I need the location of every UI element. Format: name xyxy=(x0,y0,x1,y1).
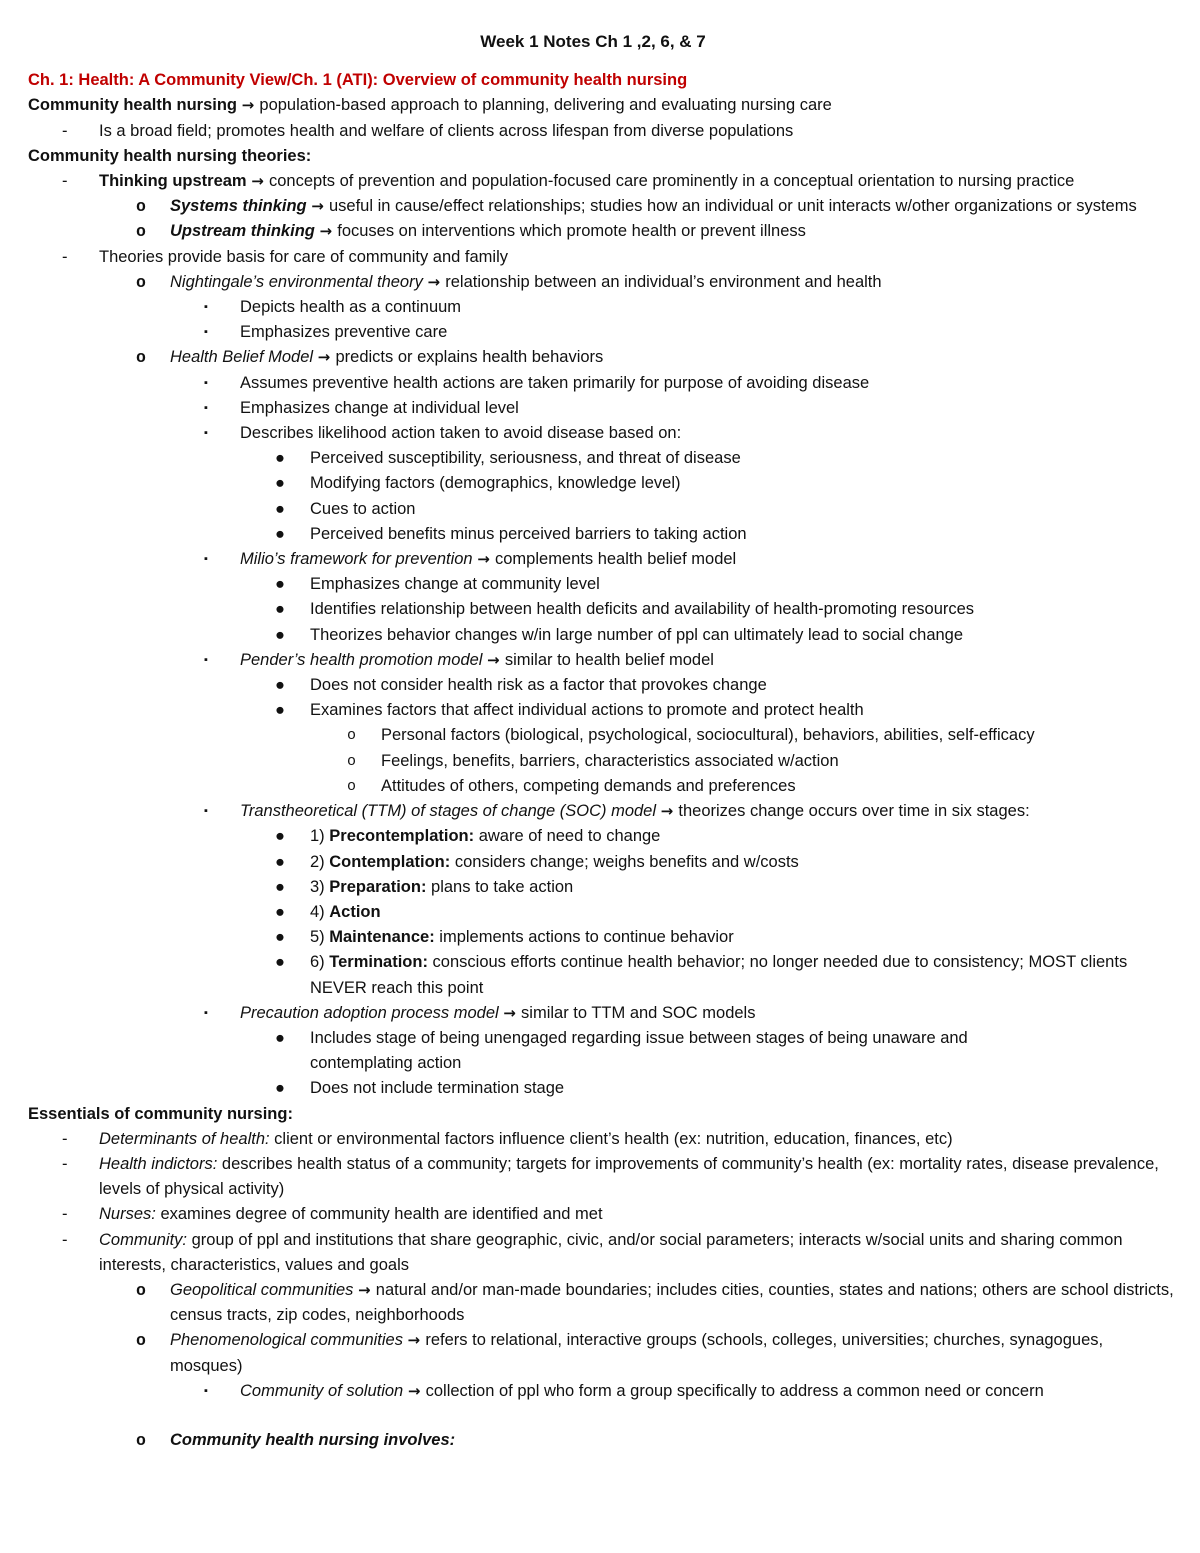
item-term: Termination: xyxy=(329,953,428,972)
round-bullet: ● xyxy=(275,676,285,695)
o-bullet: o xyxy=(136,1430,146,1450)
round-bullet: ● xyxy=(275,474,285,493)
item-term: Feelings, benefits, barriers, characteristics associated w/action xyxy=(381,751,839,770)
item-number: 5) xyxy=(310,928,330,947)
item-term: Does not include termination stage xyxy=(310,1079,565,1098)
item-number: 4) xyxy=(310,902,330,921)
square-bullet: ▪ xyxy=(204,401,208,414)
item-description: focuses on interventions which promote health or prevent illness xyxy=(337,222,806,241)
item-description: natural and/or man-made boundaries; includes cities, counties, states and nations; others are school districts, census tracts, zip codes, neighborhoods xyxy=(170,1280,1174,1325)
outline-item xyxy=(28,169,1178,194)
item-term: Milio’s framework for prevention xyxy=(240,550,478,569)
item-term: Community of solution xyxy=(240,1381,408,1400)
circle-bullet: o xyxy=(347,727,357,745)
round-bullet: ● xyxy=(275,928,285,947)
item-description: similar to health belief model xyxy=(504,650,714,669)
outline-item xyxy=(28,572,1178,597)
o-bullet: o xyxy=(136,1280,146,1300)
right-arrow-icon: → xyxy=(660,802,679,821)
item-term: Health indictors: xyxy=(99,1154,218,1173)
right-arrow-icon: → xyxy=(319,222,338,241)
item-description: concepts of prevention and population-focused care prominently in a conceptual orientation to nursing practice xyxy=(268,172,1075,191)
outline-item xyxy=(28,623,1178,648)
right-arrow-icon: → xyxy=(251,172,269,191)
outline-item xyxy=(28,1152,1178,1202)
outline-item xyxy=(28,950,1178,1000)
outline-item xyxy=(28,547,1178,572)
item-term: Examines factors that affect individual actions to promote and protect health xyxy=(310,701,864,720)
item-number: 1) xyxy=(310,827,330,846)
outline-item xyxy=(28,1278,1178,1328)
dash-bullet: - xyxy=(62,1154,68,1173)
item-number: 2) xyxy=(310,852,330,871)
item-term: Modifying factors (demographics, knowledge level) xyxy=(310,474,681,493)
round-bullet: ● xyxy=(275,852,285,871)
item-term: Health Belief Model xyxy=(170,348,318,367)
dash-bullet: - xyxy=(62,121,68,140)
outline-item xyxy=(28,119,1178,144)
outline-item xyxy=(28,749,1178,774)
item-term: Is a broad field; promotes health and welfare of clients across lifespan from diverse populations xyxy=(99,121,794,140)
right-arrow-icon: → xyxy=(241,96,260,115)
item-description: group of ppl and institutions that share geographic, civic, and/or social parameters; interacts w/social units and sharing common interests, characteristics, values and goals xyxy=(99,1230,1123,1274)
o-bullet: o xyxy=(136,222,146,242)
dash-bullet: - xyxy=(62,1230,68,1249)
circle-bullet: o xyxy=(347,777,357,795)
item-term: Community health nursing theories: xyxy=(28,146,312,165)
right-arrow-icon: → xyxy=(427,272,446,291)
item-description: plans to take action xyxy=(426,877,574,896)
square-bullet: ▪ xyxy=(204,427,208,440)
notes-outline xyxy=(28,93,1178,1453)
item-term: Community: xyxy=(99,1230,188,1249)
item-term: Perceived susceptibility, seriousness, and threat of disease xyxy=(310,449,741,468)
item-term: Pender’s health promotion model xyxy=(240,650,488,669)
item-term: Describes likelihood action taken to avoid disease based on: xyxy=(240,424,682,443)
round-bullet: ● xyxy=(275,877,285,896)
item-term: Depicts health as a continuum xyxy=(240,298,462,317)
round-bullet: ● xyxy=(275,902,285,921)
item-description: theorizes change occurs over time in six stages: xyxy=(678,802,1030,821)
outline-item xyxy=(28,194,1178,219)
square-bullet: ▪ xyxy=(204,553,208,566)
item-term: Determinants of health: xyxy=(99,1129,270,1148)
item-description: aware of need to change xyxy=(474,827,661,846)
section-heading xyxy=(28,93,1178,118)
outline-item xyxy=(28,1202,1178,1227)
dash-bullet: - xyxy=(62,247,68,266)
item-description: useful in cause/effect relationships; studies how an individual or unit interacts w/other organizations or systems xyxy=(329,197,1137,216)
outline-item xyxy=(28,824,1178,849)
square-bullet: ▪ xyxy=(204,326,208,339)
item-description: population-based approach to planning, delivering and evaluating nursing care xyxy=(259,96,832,115)
round-bullet: ● xyxy=(275,524,285,543)
item-term: Preparation: xyxy=(329,877,427,896)
item-term: Cues to action xyxy=(310,499,416,518)
outline-item xyxy=(28,471,1178,496)
item-term: Geopolitical communities xyxy=(170,1280,358,1299)
item-term: Contemplation: xyxy=(329,852,451,871)
dash-bullet: - xyxy=(62,1129,68,1148)
round-bullet: ● xyxy=(275,701,285,720)
item-term: Attitudes of others, competing demands and preferences xyxy=(381,776,796,795)
outline-item xyxy=(28,295,1178,320)
outline-item xyxy=(28,698,1178,723)
right-arrow-icon: → xyxy=(407,1331,426,1350)
outline-item xyxy=(28,875,1178,900)
outline-item xyxy=(28,446,1178,471)
round-bullet: ● xyxy=(275,1028,285,1047)
round-bullet: ● xyxy=(275,600,285,619)
item-description: refers to relational, interactive groups (schools, colleges, universities; churches, synagogues, mosques) xyxy=(170,1331,1104,1375)
outline-item xyxy=(28,799,1178,824)
outline-item xyxy=(28,1076,1178,1101)
item-description: implements actions to continue behavior xyxy=(434,928,734,947)
item-term: Essentials of community nursing: xyxy=(28,1104,293,1123)
outline-item xyxy=(28,1026,1070,1076)
outline-item xyxy=(28,421,1178,446)
dash-bullet: - xyxy=(62,172,68,191)
right-arrow-icon: → xyxy=(487,650,505,669)
item-term: Assumes preventive health actions are taken primarily for purpose of avoiding disease xyxy=(240,373,870,392)
item-description: examines degree of community health are identified and met xyxy=(155,1205,603,1224)
round-bullet: ● xyxy=(275,449,285,468)
item-term: Transtheoretical (TTM) of stages of change (SOC) model xyxy=(240,802,661,821)
item-term: Nightingale’s environmental theory xyxy=(170,272,428,291)
round-bullet: ● xyxy=(275,575,285,594)
right-arrow-icon: → xyxy=(317,348,336,367)
outline-item xyxy=(28,925,1178,950)
page-title: Week 1 Notes Ch 1 ,2, 6, & 7 xyxy=(480,32,706,51)
item-term: Thinking upstream xyxy=(99,172,252,191)
outline-item xyxy=(28,270,1178,295)
outline-item xyxy=(28,1428,1178,1453)
item-description: predicts or explains health behaviors xyxy=(335,348,604,367)
round-bullet: ● xyxy=(275,953,285,972)
item-term: Emphasizes change at community level xyxy=(310,575,600,594)
item-description: conscious efforts continue health behavior; no longer needed due to consistency; MOST clients NEVER reach this point xyxy=(310,953,1128,997)
item-term: Precontemplation: xyxy=(329,827,475,846)
round-bullet: ● xyxy=(275,827,285,846)
square-bullet: ▪ xyxy=(204,805,208,818)
item-description: relationship between an individual’s environment and health xyxy=(445,272,882,291)
item-number: 6) xyxy=(310,953,330,972)
outline-item xyxy=(28,1328,1178,1378)
outline-item xyxy=(28,648,1178,673)
item-term: Nurses: xyxy=(99,1205,156,1224)
outline-item xyxy=(28,900,1178,925)
blank-line xyxy=(28,1404,1178,1428)
item-term: Identifies relationship between health deficits and availability of health-promoting resources xyxy=(310,600,975,619)
item-term: Systems thinking xyxy=(170,197,312,216)
right-arrow-icon: → xyxy=(407,1381,426,1400)
outline-item xyxy=(28,522,1178,547)
outline-item xyxy=(28,1001,1178,1026)
round-bullet: ● xyxy=(275,625,285,644)
circle-bullet: o xyxy=(347,752,357,770)
square-bullet: ▪ xyxy=(204,1006,208,1019)
item-description: describes health status of a community; targets for improvements of community’s health (ex: mortality rates, disease prevalence, levels of physical activity) xyxy=(99,1154,1159,1199)
square-bullet: ▪ xyxy=(204,1384,208,1397)
o-bullet: o xyxy=(136,197,146,217)
outline-item xyxy=(28,245,1178,270)
item-term: Theorizes behavior changes w/in large number of ppl can ultimately lead to social change xyxy=(310,625,964,644)
item-term: Phenomenological communities xyxy=(170,1331,408,1350)
item-term: Community health nursing involves: xyxy=(170,1430,456,1449)
square-bullet: ▪ xyxy=(204,653,208,666)
outline-item xyxy=(28,371,1178,396)
item-term: Includes stage of being unengaged regarding issue between stages of being unaware and contemplating action xyxy=(310,1028,968,1073)
outline-item xyxy=(28,723,1178,748)
outline-item xyxy=(28,1127,1178,1152)
outline-item xyxy=(28,320,1178,345)
item-description: complements health belief model xyxy=(495,550,737,569)
outline-item xyxy=(28,597,1178,622)
item-description: similar to TTM and SOC models xyxy=(521,1003,756,1022)
round-bullet: ● xyxy=(275,1079,285,1098)
item-term: Maintenance: xyxy=(329,928,435,947)
outline-item xyxy=(28,850,1178,875)
item-term: Precaution adoption process model xyxy=(240,1003,504,1022)
item-term: Community health nursing xyxy=(28,96,242,115)
square-bullet: ▪ xyxy=(204,376,208,389)
outline-item xyxy=(28,497,1178,522)
item-term: Emphasizes change at individual level xyxy=(240,398,519,417)
item-term: Does not consider health risk as a factor that provokes change xyxy=(310,676,767,695)
right-arrow-icon: → xyxy=(311,197,329,216)
section-heading xyxy=(28,144,1178,169)
item-description: considers change; weighs benefits and w/costs xyxy=(450,852,799,871)
o-bullet: o xyxy=(136,348,146,368)
square-bullet: ▪ xyxy=(204,301,208,314)
outline-item xyxy=(28,345,1178,370)
dash-bullet: - xyxy=(62,1205,68,1224)
chapter-heading: Ch. 1: Health: A Community View/Ch. 1 (ATI): Overview of community health nursing xyxy=(28,71,688,90)
outline-item xyxy=(28,396,1178,421)
round-bullet: ● xyxy=(275,499,285,518)
o-bullet: o xyxy=(136,272,146,292)
item-term: Emphasizes preventive care xyxy=(240,323,448,342)
item-term: Personal factors (biological, psychological, sociocultural), behaviors, abilities, self-efficacy xyxy=(381,726,1035,745)
right-arrow-icon: → xyxy=(477,550,495,569)
outline-item xyxy=(28,1228,1178,1278)
item-description: collection of ppl who form a group specifically to address a common need or concern xyxy=(425,1381,1044,1400)
section-heading xyxy=(28,1102,1178,1127)
item-term: Perceived benefits minus perceived barriers to taking action xyxy=(310,524,747,543)
outline-item xyxy=(28,1379,1178,1404)
item-term: Theories provide basis for care of community and family xyxy=(99,247,509,266)
o-bullet: o xyxy=(136,1331,146,1351)
outline-item xyxy=(28,774,1178,799)
outline-item xyxy=(28,219,1178,244)
right-arrow-icon: → xyxy=(503,1003,522,1022)
item-number: 3) xyxy=(310,877,330,896)
document-page xyxy=(28,29,1178,1453)
outline-item xyxy=(28,673,1178,698)
right-arrow-icon: → xyxy=(358,1280,376,1299)
item-description: client or environmental factors influence client’s health (ex: nutrition, education, finances, etc) xyxy=(269,1129,953,1148)
item-term: Upstream thinking xyxy=(170,222,320,241)
item-term: Action xyxy=(329,902,381,921)
